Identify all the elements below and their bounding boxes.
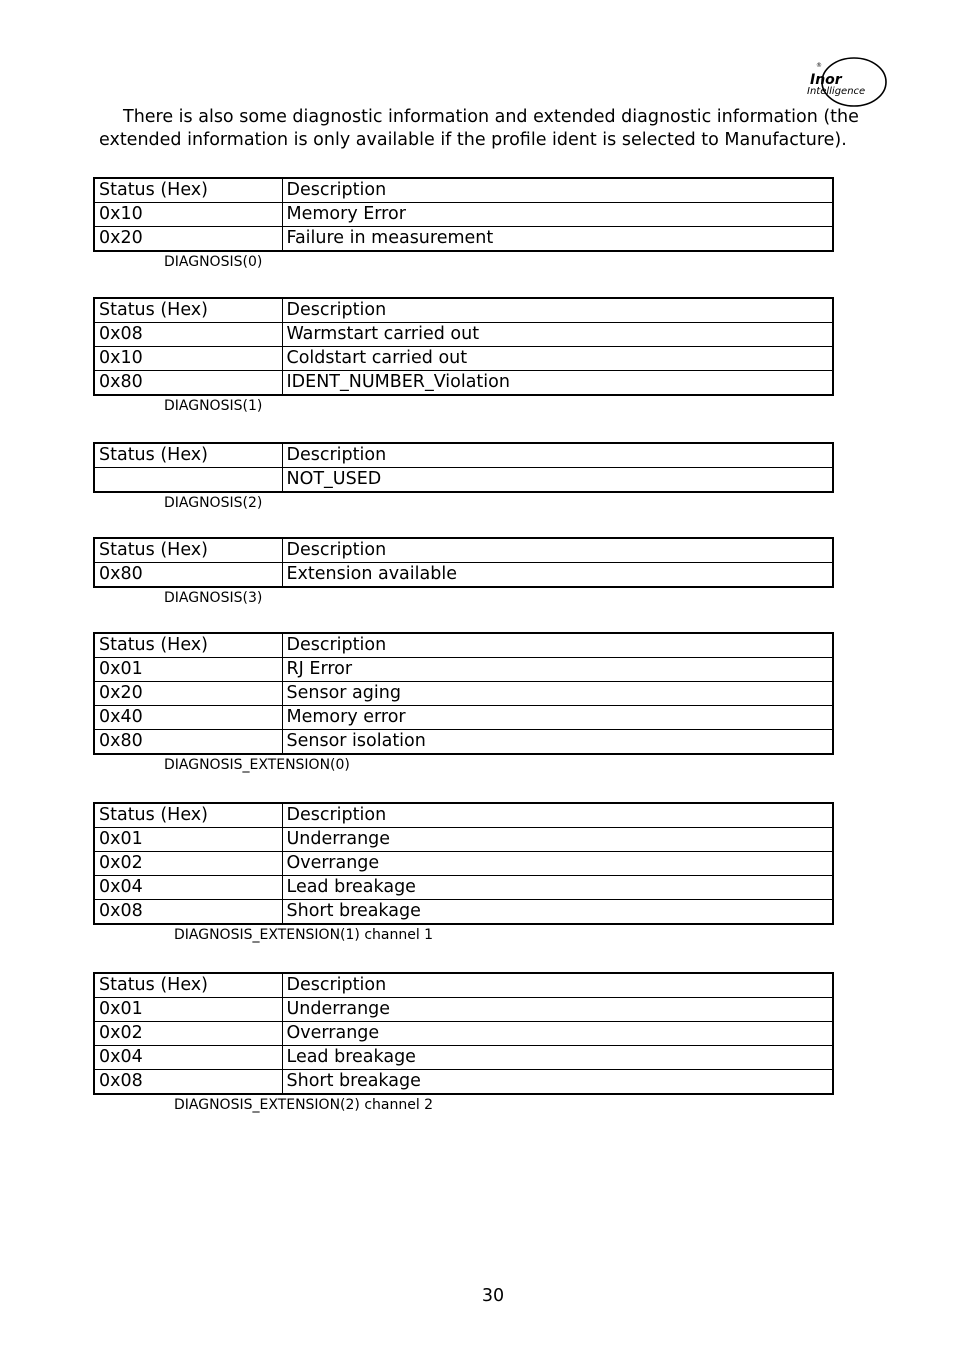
diagnosis-0-table-block — [93, 177, 834, 271]
status-cell: 0x20 — [94, 682, 282, 706]
table-caption: DIAGNOSIS(1) — [164, 398, 263, 414]
header-description: Description — [282, 803, 833, 828]
status-cell: 0x10 — [94, 347, 282, 371]
description-cell: Short breakage — [282, 1070, 833, 1095]
status-cell: 0x80 — [94, 730, 282, 755]
diagnosis-2-table-block — [93, 442, 834, 512]
table-row — [94, 706, 833, 730]
status-cell — [94, 468, 282, 493]
header-description: Description — [282, 178, 833, 203]
diagnosis-extension-2-table-block — [93, 972, 834, 1114]
header-status: Status (Hex) — [94, 633, 282, 658]
table-row — [94, 852, 833, 876]
table-caption: DIAGNOSIS_EXTENSION(0) — [164, 757, 350, 773]
logo-mark: ® — [816, 62, 822, 69]
status-cell: 0x08 — [94, 1070, 282, 1095]
description-cell: Overrange — [282, 852, 833, 876]
table-caption: DIAGNOSIS(2) — [164, 495, 263, 511]
diagnosis-extension-0-table — [93, 632, 834, 755]
description-cell: NOT_USED — [282, 468, 833, 493]
intro-paragraph — [99, 106, 859, 152]
status-cell: 0x02 — [94, 852, 282, 876]
diagnosis-extension-0-table-block — [93, 632, 834, 774]
description-cell: RJ Error — [282, 658, 833, 682]
header-description: Description — [282, 633, 833, 658]
header-description: Description — [282, 538, 833, 563]
description-cell: Memory error — [282, 706, 833, 730]
table-row — [94, 468, 833, 493]
status-cell: 0x10 — [94, 203, 282, 227]
table-row — [94, 828, 833, 852]
description-cell: Coldstart carried out — [282, 347, 833, 371]
logo-text-main: Inor — [810, 72, 842, 88]
status-cell: 0x20 — [94, 227, 282, 252]
description-cell: Memory Error — [282, 203, 833, 227]
status-cell: 0x08 — [94, 323, 282, 347]
status-cell: 0x02 — [94, 1022, 282, 1046]
header-status: Status (Hex) — [94, 803, 282, 828]
table-row — [94, 323, 833, 347]
intro-line-2: extended information is only available if the profile ident is selected to Manufacture). — [99, 130, 847, 150]
header-status: Status (Hex) — [94, 178, 282, 203]
table-header-row — [94, 973, 833, 998]
table-header-row — [94, 633, 833, 658]
table-row — [94, 1070, 833, 1095]
table-row — [94, 347, 833, 371]
header-status: Status (Hex) — [94, 443, 282, 468]
description-cell: Failure in measurement — [282, 227, 833, 252]
description-cell: Sensor isolation — [282, 730, 833, 755]
status-cell: 0x08 — [94, 900, 282, 925]
table-row — [94, 1022, 833, 1046]
header-description: Description — [282, 973, 833, 998]
diagnosis-1-table — [93, 297, 834, 396]
header-description: Description — [282, 443, 833, 468]
description-cell: Warmstart carried out — [282, 323, 833, 347]
table-row — [94, 658, 833, 682]
table-header-row — [94, 538, 833, 563]
inor-logo — [804, 56, 888, 108]
diagnosis-2-table — [93, 442, 834, 493]
description-cell: Extension available — [282, 563, 833, 588]
status-cell: 0x01 — [94, 998, 282, 1022]
status-cell: 0x80 — [94, 563, 282, 588]
description-cell: IDENT_NUMBER_Violation — [282, 371, 833, 396]
table-header-row — [94, 443, 833, 468]
description-cell: Short breakage — [282, 900, 833, 925]
description-cell: Lead breakage — [282, 1046, 833, 1070]
status-cell: 0x40 — [94, 706, 282, 730]
table-row — [94, 900, 833, 925]
status-cell: 0x80 — [94, 371, 282, 396]
diagnosis-extension-1-table — [93, 802, 834, 925]
header-status: Status (Hex) — [94, 538, 282, 563]
table-row — [94, 876, 833, 900]
diagnosis-extension-1-table-block — [93, 802, 834, 944]
table-row — [94, 998, 833, 1022]
diagnosis-extension-2-table — [93, 972, 834, 1095]
table-row — [94, 227, 833, 252]
table-row — [94, 1046, 833, 1070]
diagnosis-3-table-block — [93, 537, 834, 607]
diagnosis-3-table — [93, 537, 834, 588]
logo-text-sub: Intelligence — [807, 86, 866, 97]
table-caption: DIAGNOSIS_EXTENSION(2) channel 2 — [174, 1097, 434, 1113]
page-number: 30 — [481, 1286, 505, 1306]
header-status: Status (Hex) — [94, 973, 282, 998]
status-cell: 0x01 — [94, 658, 282, 682]
header-description: Description — [282, 298, 833, 323]
status-cell: 0x04 — [94, 1046, 282, 1070]
table-caption: DIAGNOSIS(0) — [164, 254, 263, 270]
table-row — [94, 371, 833, 396]
description-cell: Sensor aging — [282, 682, 833, 706]
table-caption: DIAGNOSIS(3) — [164, 590, 263, 606]
table-row — [94, 203, 833, 227]
diagnosis-0-table — [93, 177, 834, 252]
description-cell: Underrange — [282, 998, 833, 1022]
table-row — [94, 730, 833, 755]
table-header-row — [94, 803, 833, 828]
status-cell: 0x04 — [94, 876, 282, 900]
diagnosis-1-table-block — [93, 297, 834, 415]
description-cell: Underrange — [282, 828, 833, 852]
description-cell: Lead breakage — [282, 876, 833, 900]
header-status: Status (Hex) — [94, 298, 282, 323]
description-cell: Overrange — [282, 1022, 833, 1046]
table-row — [94, 563, 833, 588]
table-header-row — [94, 178, 833, 203]
table-caption: DIAGNOSIS_EXTENSION(1) channel 1 — [174, 927, 434, 943]
table-header-row — [94, 298, 833, 323]
status-cell: 0x01 — [94, 828, 282, 852]
intro-line-1: There is also some diagnostic information and extended diagnostic information (the — [123, 107, 859, 127]
table-row — [94, 682, 833, 706]
